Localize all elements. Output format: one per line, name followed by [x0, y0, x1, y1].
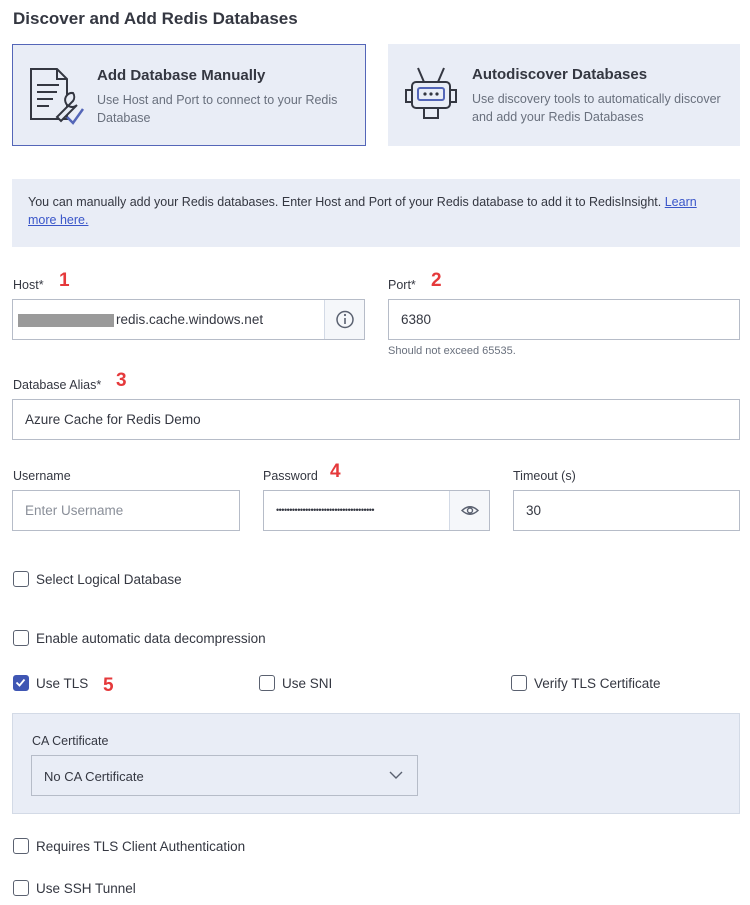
decompression-checkbox[interactable]	[13, 630, 29, 646]
ssh-tunnel-checkbox[interactable]	[13, 880, 29, 896]
add-manually-title: Add Database Manually	[97, 67, 266, 84]
username-input[interactable]	[12, 490, 240, 531]
use-sni-checkbox[interactable]	[259, 675, 275, 691]
chevron-down-icon	[389, 770, 403, 780]
checkmark-icon	[14, 676, 27, 689]
use-sni-label: Use SNI	[282, 676, 333, 691]
timeout-value: 30	[526, 503, 542, 518]
ca-certificate-select[interactable]	[31, 755, 418, 796]
show-password-button[interactable]	[449, 491, 489, 530]
host-label: Host*	[13, 278, 44, 292]
marker-3: 3	[116, 370, 127, 391]
info-text: You can manually add your Redis databases. Enter Host and Port of your Redis database to add it to RedisInsight.	[28, 195, 665, 209]
port-label: Port*	[388, 278, 416, 292]
marker-2: 2	[431, 270, 442, 291]
timeout-input[interactable]	[513, 490, 740, 531]
port-hint: Should not exceed 65535.	[388, 345, 516, 357]
alias-label: Database Alias*	[13, 378, 102, 392]
logical-db-label: Select Logical Database	[36, 572, 182, 587]
client-auth-label: Requires TLS Client Authentication	[36, 839, 246, 854]
username-label: Username	[13, 469, 71, 483]
autodiscover-card[interactable]	[388, 44, 740, 146]
marker-1: 1	[59, 270, 70, 291]
decompression-label: Enable automatic data decompression	[36, 631, 266, 646]
host-input[interactable]	[12, 299, 365, 340]
password-label: Password	[263, 469, 318, 483]
alias-value: Azure Cache for Redis Demo	[25, 412, 201, 427]
verify-tls-checkbox[interactable]	[511, 675, 527, 691]
port-value: 6380	[401, 312, 432, 327]
use-tls-label: Use TLS	[36, 676, 89, 691]
password-value: •••••••••••••••••••••••••••••••••••••	[276, 505, 375, 515]
page-title: Discover and Add Redis Databases	[13, 9, 298, 28]
logical-db-checkbox[interactable]	[13, 571, 29, 587]
robot-icon	[402, 64, 460, 124]
autodiscover-description: Use discovery tools to automatically discover and add your Redis Databases	[472, 92, 721, 124]
ssh-tunnel-label: Use SSH Tunnel	[36, 881, 136, 896]
port-input[interactable]	[388, 299, 740, 340]
alias-input[interactable]	[12, 399, 740, 440]
add-manually-card[interactable]	[12, 44, 366, 146]
marker-5: 5	[103, 675, 114, 696]
host-info-button[interactable]	[324, 300, 364, 339]
redacted-block	[18, 314, 114, 327]
eye-icon	[450, 491, 490, 530]
autodiscover-title: Autodiscover Databases	[472, 66, 648, 83]
timeout-label: Timeout (s)	[513, 469, 576, 483]
client-auth-checkbox[interactable]	[13, 838, 29, 854]
verify-tls-label: Verify TLS Certificate	[534, 676, 661, 691]
use-tls-checkbox[interactable]	[13, 675, 29, 691]
add-manually-description: Use Host and Port to connect to your Redis Database	[97, 93, 338, 125]
learn-more-link[interactable]: Learn more here.	[28, 195, 697, 227]
info-box	[12, 179, 740, 247]
info-icon	[325, 300, 365, 339]
ca-certificate-value: No CA Certificate	[44, 769, 144, 784]
password-input[interactable]	[263, 490, 490, 531]
marker-4: 4	[330, 461, 341, 482]
ca-certificate-label: CA Certificate	[32, 734, 109, 748]
host-value: redis.cache.windows.net	[116, 312, 264, 327]
document-wrench-icon	[27, 65, 85, 125]
username-placeholder: Enter Username	[25, 503, 124, 518]
